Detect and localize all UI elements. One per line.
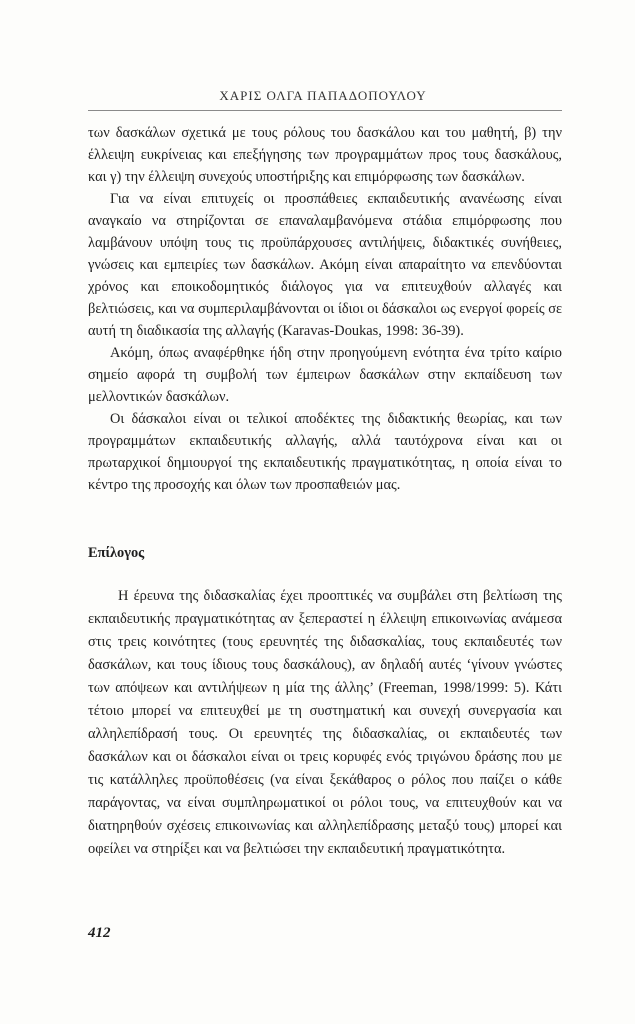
body-text [88,122,562,496]
epilogue-paragraph: Η έρευνα της διδασκαλίας έχει προοπτικές να συμβάλει στη βελτίωση της εκπαιδευτικής πραγματικότητας αν ξεπεραστεί η έλλειψη επικοινωνίας ανάμεσα στις τρεις κοινότητες (τους ερευνητές της διδασκαλίας, τους εκπαιδευτές των δασκάλων, και τους ίδιους τους δασκάλους), αν δηλαδή αυτές ‘γίνουν γνώστες των απόψεων και αντιλήψεων η μία της άλλης’ (Freeman, 1998/1999: 5). Κάτι τέτοιο μπορεί να επιτευχθεί με τη συστηματική και συνεχή συνεργασία και αλληλεπίδρασή τους. Οι ερευνητές της διδασκαλίας, οι εκπαιδευτές των δασκάλων και οι δάσκαλοι είναι οι τρεις κορυφές ενός τριγώνου δράσης που με τις κατάλληλες προϋποθέσεις (να είναι ξεκάθαρος ο ρόλος που παίζει ο κάθε παράγοντας, να είναι συμπληρωματικοί οι ρόλοι τους, να επιτευχθούν και να διατηρηθούν σχέσεις επικοινωνίας και αλληλεπίδρασης μεταξύ τους) μπορεί και οφείλει να στηρίξει και να βελτιώσει την εκπαιδευτική πραγματικότητα. [88,588,562,857]
header-rule [88,110,562,111]
epilogue-text [88,585,562,861]
running-header: ΧΑΡΙΣ ΟΛΓΑ ΠΑΠΑΔΟΠΟΥΛΟΥ [219,88,427,103]
paragraph: Για να είναι επιτυχείς οι προσπάθειες εκπαιδευτικής ανανέωσης είναι αναγκαίο να στηρίζονται σε επαναλαμβανόμενα στάδια επιμόρφωσης που λαμβάνουν υπόψη τους τις προϋπάρχουσες αντιλήψεις, διδακτικές συνήθειες, γνώσεις και εμπειρίες των δασκάλων. Ακόμη είναι απαραίτητο να επενδύονται χρόνος και εποικοδομητικός διάλογος για να επιτευχθούν αλλαγές και βελτιώσεις, και να συμπεριλαμβάνονται οι ίδιοι οι δάσκαλοι ως ενεργοί φορείς σε αυτή τη διαδικασία της αλλαγής (Karavas-Doukas, 1998: 36-39). [88,191,562,339]
paragraph: Οι δάσκαλοι είναι οι τελικοί αποδέκτες της διδακτικής θεωρίας, και των προγραμμάτων εκπαιδευτικής αλλαγής, αλλά ταυτόχρονα είναι και οι πρωταρχικοί δημιουργοί της εκπαιδευτικής πραγματικότητας, η οποία είναι το κέντρο της προσοχής και όλων των προσπαθειών μας. [88,411,562,493]
paragraph-continuation: των δασκάλων σχετικά με τους ρόλους του δασκάλου και του μαθητή, β) την έλλειψη ευκρίνειας και επεξήγησης των προγραμμάτων προς τους δασκάλους, και γ) την έλλειψη συνεχούς υποστήριξης και επιμόρφωσης των δασκάλων. [88,125,562,185]
paragraph: Ακόμη, όπως αναφέρθηκε ήδη στην προηγούμενη ενότητα ένα τρίτο καίριο σημείο αφορά τη συμβολή των έμπειρων δασκάλων στην εκπαίδευση των μελλοντικών δασκάλων. [88,345,562,405]
section-heading-epilogue: Επίλογος [88,545,145,561]
page-number: 412 [88,925,111,941]
